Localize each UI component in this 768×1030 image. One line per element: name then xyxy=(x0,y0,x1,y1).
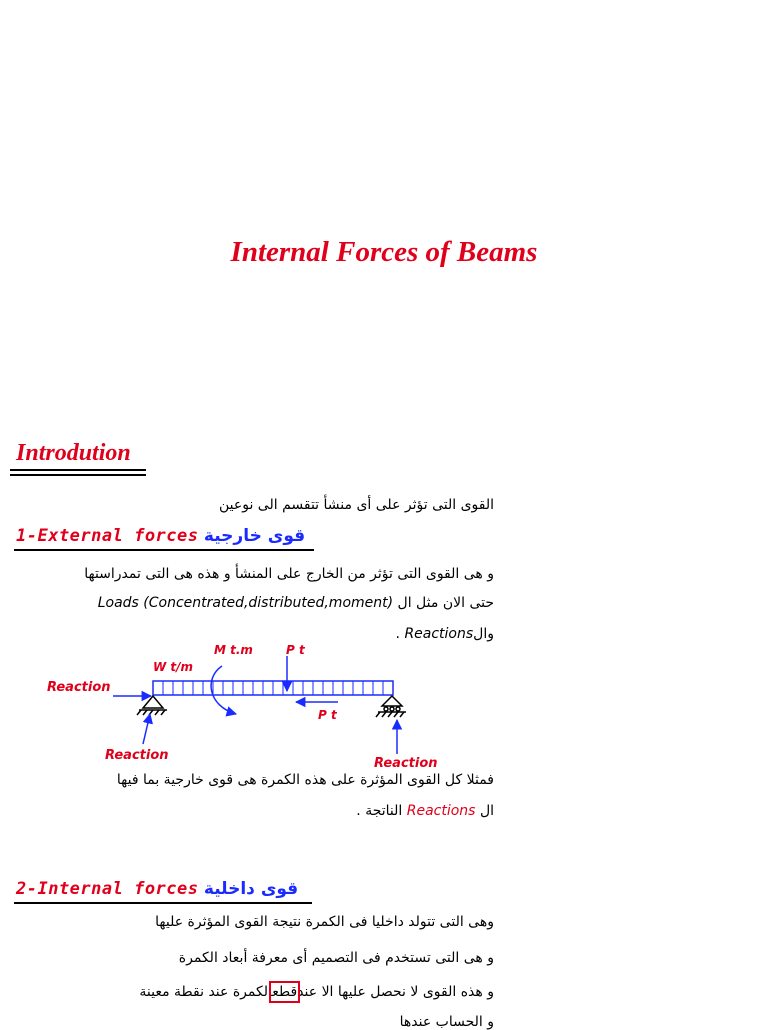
after-diagram-text-1: فمثلا كل القوى المؤثرة على هذه الكمرة هى قوى خارجية بما فيها xyxy=(116,772,494,788)
internal-text-3 xyxy=(139,984,494,1000)
page-title: Internal Forces of Beams xyxy=(230,236,538,268)
external-text-2 xyxy=(98,595,494,611)
external-text-2-en: Loads (Concentrated,distributed,moment) xyxy=(97,595,394,611)
external-text-1: و هى القوى التى تؤثر من الخارج على المنشأ و هذه هى التى تمدراستها xyxy=(84,566,494,582)
after-diagram-text-2 xyxy=(356,803,494,819)
external-text-3-dot: . xyxy=(395,626,405,642)
external-heading-ar: قوى خارجية xyxy=(203,526,306,546)
internal-text-3-b: الكمرة عند نقطة معينة xyxy=(139,984,273,1000)
distributed-load-label: W t/m xyxy=(153,660,194,674)
internal-heading-en: 2-Internal forces xyxy=(16,879,199,899)
after-diagram-text-2-b: الناتجة . xyxy=(356,803,403,819)
cut-keyword-box: قطع xyxy=(272,984,298,1000)
internal-text-2: و هى التى تستخدم فى التصميم أى معرفة أبعاد الكمرة xyxy=(178,950,494,966)
internal-text-1: وهى التى تتولد داخليا فى الكمرة نتيجة القوى المؤثرة عليها xyxy=(155,914,494,930)
reaction-label-left: Reaction xyxy=(47,680,111,695)
roller-support-right xyxy=(376,696,406,717)
pin-support-left xyxy=(137,696,167,715)
external-text-3-en: Reactions xyxy=(404,626,474,642)
point-load-label-top: P t xyxy=(286,643,305,657)
reaction-label-bottom-left: Reaction xyxy=(105,748,169,763)
reaction-label-bottom-right: Reaction xyxy=(374,756,438,771)
external-heading-underline xyxy=(14,549,314,551)
moment-label: M t.m xyxy=(214,643,253,657)
point-load-label-bottom: P t xyxy=(318,708,337,722)
external-heading-en: 1-External forces xyxy=(16,526,199,546)
internal-text-3-a: و هذه القوى لا نحصل عليها الا عند xyxy=(297,984,494,1000)
moment-arrow xyxy=(211,666,236,714)
reaction-arrow-left-vertical xyxy=(143,714,150,744)
intro-text: القوى التى تؤثر على أى منشأ تتقسم الى نوعين xyxy=(218,497,494,513)
internal-heading-ar: قوى داخلية xyxy=(203,879,299,899)
beam-diagram xyxy=(0,636,460,776)
internal-heading-underline xyxy=(14,902,312,904)
internal-forces-heading xyxy=(16,879,298,899)
after-diagram-text-2-en: Reactions xyxy=(406,803,476,819)
external-text-3-ar: وال xyxy=(473,626,494,642)
after-diagram-text-2-a: ال xyxy=(479,803,494,819)
intro-heading: Introdution xyxy=(16,440,131,466)
intro-underline-1 xyxy=(10,469,146,471)
external-text-2-ar: حتى الان مثل ال xyxy=(397,595,494,611)
distributed-load-grid xyxy=(163,681,383,695)
internal-text-4: و الحساب عندها xyxy=(399,1014,494,1030)
intro-underline-2 xyxy=(10,474,146,476)
external-forces-heading xyxy=(16,526,305,546)
